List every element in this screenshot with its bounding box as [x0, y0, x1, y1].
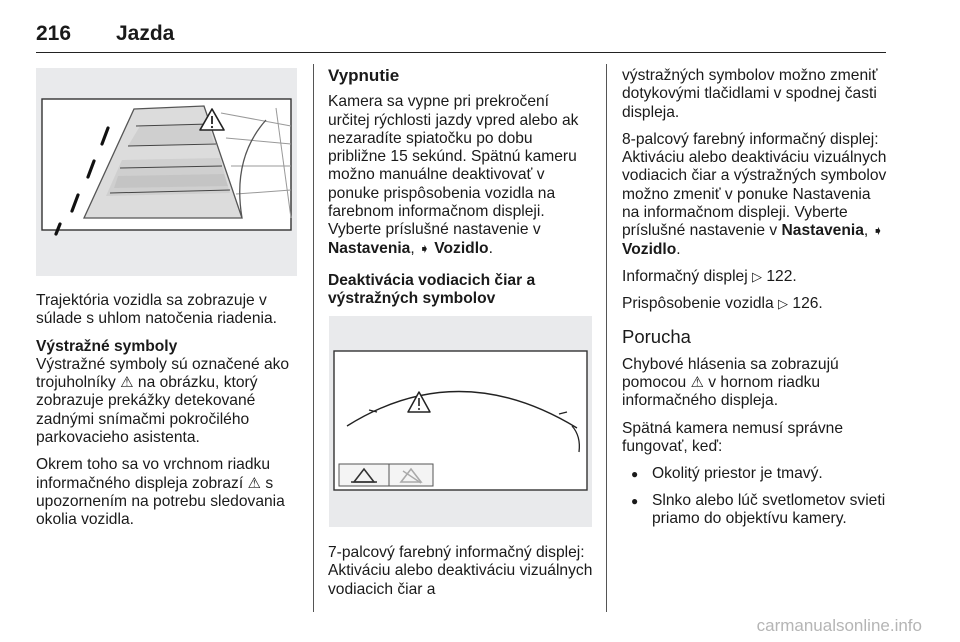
menu-vozidlo: Vozidlo [434, 239, 489, 257]
menu-arrow-icon: ➧ [419, 240, 430, 256]
error-messages-paragraph: Chybové hlásenia sa zobrazujú pomocou ⚠ v hornom riadku informačného displeja. [622, 355, 839, 410]
reference-vehicle-personalization: Prispôsobenie vozidla ▷ 126. [622, 295, 823, 313]
camera-trajectory-figure [36, 68, 297, 276]
middle-column-bottom [328, 544, 598, 608]
warning-triangle-icon: ⚠ [247, 474, 261, 492]
warning-triangle-icon: ⚠ [120, 374, 134, 392]
left-column [36, 292, 302, 539]
list-item: ● Slnko alebo lúč svetlometov svieti priamo do objektívu kamery. [622, 492, 892, 529]
menu-nastavenia: Nastavenia [328, 239, 411, 257]
deactivation-paragraph: Kamera sa vypne pri prekročení určitej rýchlosti jazdy vpred alebo ak nezaradíte spiatočku po dobu približne 15 sekúnd. Spätnú kameru možno manuálne deaktivovať v ponuke prispôsobenia vozidla na farebnom informačnom displeji. Vyberte príslušné nastavenie v Nastavenia, ➧ Vozidlo. [328, 93, 579, 257]
section-title-porucha: Porucha [622, 325, 691, 347]
watermark-text: carmanualsonline.info [756, 616, 922, 635]
touch-buttons-paragraph: výstražných symbolov možno zmeniť dotykovými tlačidlami v spodnej časti displeja. [622, 67, 878, 121]
camera-display-figure [329, 316, 592, 527]
page-ref-arrow-icon: ▷ [778, 296, 789, 312]
middle-column [328, 67, 594, 318]
camera-fault-intro: Spätná kamera nemusí správne fungovať, keď: [622, 419, 844, 456]
menu-arrow-icon: ➧ [872, 223, 884, 239]
menu-vozidlo: Vozidlo [622, 240, 677, 258]
column-divider-left [313, 64, 314, 612]
page-ref-arrow-icon: ▷ [752, 268, 763, 284]
menu-nastavenia: Nastavenia [781, 222, 864, 240]
seven-inch-paragraph: 7-palcový farebný informačný displej: Aktiváciu alebo deaktiváciu vizuálnych vodiacich čiar a [328, 544, 593, 598]
page-number: 216 [36, 22, 72, 45]
eight-inch-paragraph: 8-palcový farebný informačný displej: Aktiváciu alebo deaktiváciu vizuálnych vodiacich čiar a výstražných symbolov možno zmeniť v ponuke Nastavenia na informačnom displeji. Vyberte príslušné nastavenie v Nastavenia, ➧ Vozidlo. [622, 130, 887, 258]
chapter-title: Jazda [116, 22, 175, 45]
list-item: ● Okolitý priestor je tmavý. [622, 465, 892, 483]
warning-symbols-paragraph: Výstražné symboly sú označené ako trojuholníky ⚠ na obrázku, ktorý zobrazuje prekážky detekované zadnými snímačmi pokročilého parkovacieho asistenta. [36, 355, 290, 447]
page-header [36, 22, 886, 53]
info-display-paragraph: Okrem toho sa vo vrchnom riadku informačného displeja zobrazí ⚠ s upozornením na potrebu sledovania okolia vozidla. [36, 456, 285, 529]
fault-conditions-list [622, 465, 892, 528]
right-column [622, 67, 892, 536]
figure-caption: Trajektória vozidla sa zobrazuje v súlade s uhlom natočenia riadenia. [36, 292, 277, 328]
subheading-guidelines: Deaktivácia vodiacich čiar a výstražných symbolov [328, 271, 536, 308]
section-title-vypnutie: Vypnutie [328, 66, 400, 85]
reference-info-display: Informačný displej ▷ 122. [622, 267, 797, 285]
column-divider-right [606, 64, 607, 612]
warning-triangle-icon: ⚠ [690, 374, 704, 392]
warning-symbols-heading: Výstražné symboly [36, 337, 178, 355]
